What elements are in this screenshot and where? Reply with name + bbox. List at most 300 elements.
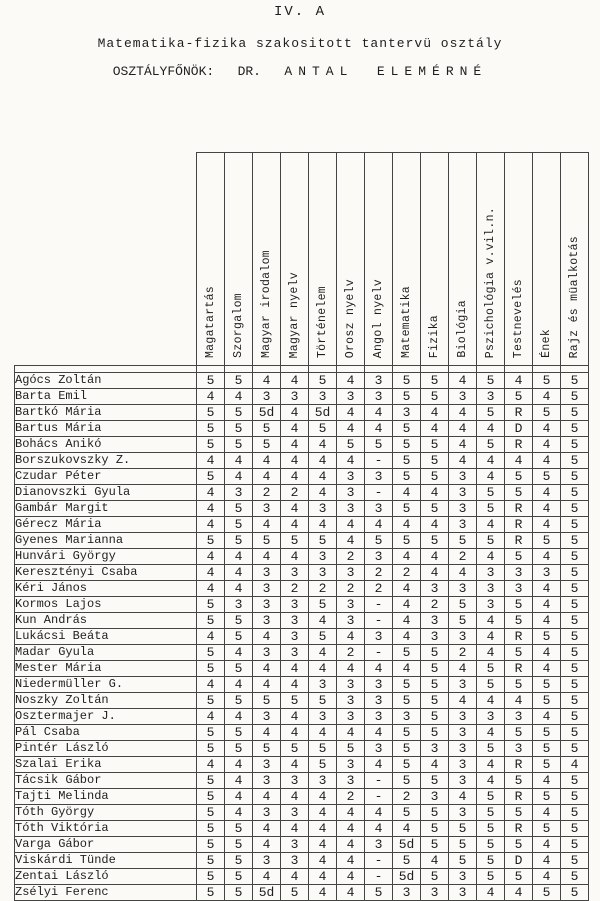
grade-cell: 4 — [309, 437, 337, 453]
table-row — [15, 453, 589, 469]
grade-cell: R — [505, 661, 533, 677]
grade-cell: 3 — [337, 485, 365, 501]
grade-cell: 3 — [225, 597, 253, 613]
table-row — [15, 693, 589, 709]
grade-cell: 4 — [337, 405, 365, 421]
grade-cell: 3 — [505, 581, 533, 597]
grade-cell: 3 — [253, 757, 281, 773]
grade-cell: 2 — [449, 645, 477, 661]
grade-cell: 5 — [561, 693, 589, 709]
grade-cell: 5 — [477, 821, 505, 837]
grade-cell: 5 — [197, 821, 225, 837]
grade-cell: 3 — [421, 885, 449, 901]
table-row — [15, 469, 589, 485]
table-row — [15, 389, 589, 405]
grade-cell: 5 — [421, 469, 449, 485]
subject-label: Biológia — [456, 300, 469, 358]
grade-cell: 3 — [365, 373, 393, 389]
table-row — [15, 821, 589, 837]
grade-cell: 5 — [533, 693, 561, 709]
grade-cell: 5 — [421, 693, 449, 709]
grade-cell: 5 — [561, 629, 589, 645]
grade-cell: 4 — [309, 613, 337, 629]
grade-cell: 4 — [309, 485, 337, 501]
grade-cell: R — [505, 501, 533, 517]
grade-cell: 4 — [337, 885, 365, 901]
grade-cell: 3 — [337, 613, 365, 629]
grade-cell: 4 — [477, 613, 505, 629]
grade-cell: 5 — [561, 389, 589, 405]
grade-cell: 4 — [533, 853, 561, 869]
grade-cell: 5 — [393, 389, 421, 405]
grade-cell: - — [365, 645, 393, 661]
grade-cell: 4 — [477, 549, 505, 565]
grade-cell: 4 — [197, 501, 225, 517]
grade-cell: 5 — [421, 805, 449, 821]
table-row — [15, 885, 589, 901]
table-row — [15, 437, 589, 453]
grade-cell: - — [365, 853, 393, 869]
grade-cell: 5 — [561, 549, 589, 565]
grade-cell: 5 — [505, 869, 533, 885]
grade-cell: 3 — [449, 805, 477, 821]
grade-cell: 4 — [225, 773, 253, 789]
grade-cell: 4 — [281, 869, 309, 885]
grade-cell: 3 — [421, 629, 449, 645]
student-name: Hunvári György — [15, 549, 197, 565]
grade-cell: 5 — [393, 757, 421, 773]
grade-cell: 5 — [561, 613, 589, 629]
grade-cell: 4 — [337, 837, 365, 853]
grade-cell: 5 — [477, 485, 505, 501]
grade-cell: 4 — [337, 373, 365, 389]
student-name: Gyenes Marianna — [15, 533, 197, 549]
grade-cell: 4 — [477, 421, 505, 437]
grade-cell: 4 — [281, 757, 309, 773]
grade-cell: 4 — [477, 773, 505, 789]
grade-cell: 3 — [421, 789, 449, 805]
table-row — [15, 485, 589, 501]
table-row — [15, 757, 589, 773]
student-name: Dianovszki Gyula — [15, 485, 197, 501]
grade-cell: 5 — [197, 805, 225, 821]
grade-cell: 4 — [449, 421, 477, 437]
grade-cell: R — [505, 789, 533, 805]
grade-cell: 4 — [337, 821, 365, 837]
table-row — [15, 581, 589, 597]
grade-cell: 3 — [365, 837, 393, 853]
grade-cell: 4 — [197, 565, 225, 581]
grade-cell: 4 — [505, 693, 533, 709]
grade-cell: 4 — [197, 549, 225, 565]
grade-cell: 2 — [281, 485, 309, 501]
grade-cell: 2 — [365, 565, 393, 581]
grade-cell: 4 — [309, 517, 337, 533]
student-name: Zentai László — [15, 869, 197, 885]
grade-cell: 5 — [393, 533, 421, 549]
subject-label: Magyar irodalom — [260, 249, 273, 358]
grade-cell: 5 — [561, 709, 589, 725]
grade-cell: 5 — [197, 469, 225, 485]
grade-cell: 4 — [365, 405, 393, 421]
grade-cell: 5 — [393, 437, 421, 453]
grade-cell: 4 — [225, 805, 253, 821]
grade-cell: 4 — [505, 373, 533, 389]
grade-cell: 5 — [225, 821, 253, 837]
grade-cell: 5 — [253, 741, 281, 757]
grade-cell: R — [505, 533, 533, 549]
grade-cell: 2 — [281, 581, 309, 597]
grade-cell: 4 — [281, 661, 309, 677]
grade-cell: 3 — [253, 805, 281, 821]
grade-cell: 4 — [533, 485, 561, 501]
grade-cell: 3 — [337, 469, 365, 485]
table-row — [15, 661, 589, 677]
grade-cell: 5 — [225, 437, 253, 453]
grade-cell: 4 — [421, 421, 449, 437]
grade-cell: - — [365, 613, 393, 629]
student-name: Viskárdi Tünde — [15, 853, 197, 869]
grade-cell: 3 — [421, 741, 449, 757]
subject-header-row — [15, 153, 589, 366]
grade-cell: 4 — [449, 789, 477, 805]
grade-cell: 4 — [393, 613, 421, 629]
grade-cell: 4 — [253, 821, 281, 837]
grade-cell: 3 — [337, 565, 365, 581]
spacer-cell — [561, 366, 589, 373]
grade-cell: 5 — [477, 741, 505, 757]
grade-cell: 4 — [253, 869, 281, 885]
grade-cell: 4 — [281, 677, 309, 693]
grade-cell: 3 — [449, 725, 477, 741]
grade-cell: 5 — [197, 853, 225, 869]
grade-cell: 5 — [393, 677, 421, 693]
grade-cell: 4 — [533, 453, 561, 469]
grade-cell: R — [505, 821, 533, 837]
grade-cell: 3 — [337, 501, 365, 517]
grade-cell: 3 — [449, 677, 477, 693]
grade-cell: 3 — [337, 757, 365, 773]
grade-cell: 4 — [253, 453, 281, 469]
grade-cell: - — [365, 789, 393, 805]
grade-cell: 4 — [309, 453, 337, 469]
grade-cell: 4 — [197, 453, 225, 469]
grade-cell: 5 — [533, 629, 561, 645]
grade-cell: 4 — [533, 437, 561, 453]
grade-cell: 5 — [505, 837, 533, 853]
grade-cell: 5 — [309, 629, 337, 645]
grade-cell: 5 — [505, 773, 533, 789]
table-row — [15, 645, 589, 661]
grade-cell: 5 — [477, 677, 505, 693]
grade-cell: 5 — [533, 757, 561, 773]
grade-cell: 5 — [561, 581, 589, 597]
spacer-cell — [197, 366, 225, 373]
grade-cell: 5 — [421, 773, 449, 789]
grade-cell: 3 — [337, 709, 365, 725]
subject-header — [197, 153, 225, 366]
grade-cell: 4 — [337, 453, 365, 469]
student-name: Czudar Péter — [15, 469, 197, 485]
grade-cell: 5 — [561, 421, 589, 437]
grade-cell: 2 — [393, 565, 421, 581]
grade-cell: 4 — [337, 725, 365, 741]
grade-cell: 3 — [365, 741, 393, 757]
student-name: Lukácsi Beáta — [15, 629, 197, 645]
grade-cell: - — [365, 485, 393, 501]
spacer-cell — [393, 366, 421, 373]
grade-cell: 3 — [365, 629, 393, 645]
subject-header — [421, 153, 449, 366]
grade-cell: 4 — [281, 789, 309, 805]
grade-cell: 5 — [197, 837, 225, 853]
grade-cell: 4 — [365, 661, 393, 677]
grade-cell: 3 — [449, 885, 477, 901]
grade-cell: 4 — [225, 581, 253, 597]
spacer-cell — [449, 366, 477, 373]
grade-cell: 4 — [533, 709, 561, 725]
grade-cell: 5 — [225, 629, 253, 645]
subject-label: Fizika — [428, 314, 441, 358]
grade-cell: 4 — [533, 517, 561, 533]
spacer-cell — [365, 366, 393, 373]
grade-cell: 2 — [253, 485, 281, 501]
grade-cell: 5 — [533, 789, 561, 805]
table-row — [15, 613, 589, 629]
grade-cell: 5 — [197, 789, 225, 805]
grade-cell: 5 — [281, 693, 309, 709]
grade-cell: 5 — [225, 837, 253, 853]
grade-cell: 3 — [477, 581, 505, 597]
grade-cell: 5 — [477, 373, 505, 389]
grade-cell: 3 — [281, 645, 309, 661]
grade-cell: 3 — [337, 389, 365, 405]
grade-cell: 4 — [421, 757, 449, 773]
grade-cell: 5d — [253, 885, 281, 901]
grade-cell: 4 — [309, 725, 337, 741]
grade-cell: 5 — [197, 421, 225, 437]
grade-cell: 4 — [309, 821, 337, 837]
grade-cell: 4 — [421, 405, 449, 421]
grade-cell: 5 — [421, 869, 449, 885]
grade-cell: - — [365, 773, 393, 789]
grade-cell: 5 — [505, 677, 533, 693]
table-row — [15, 709, 589, 725]
grade-cell: 2 — [337, 789, 365, 805]
grade-cell: 4 — [281, 501, 309, 517]
grade-cell: 3 — [337, 597, 365, 613]
grade-cell: 4 — [365, 421, 393, 437]
grade-cell: 4 — [197, 517, 225, 533]
spacer-cell — [421, 366, 449, 373]
grade-cell: 4 — [337, 517, 365, 533]
grade-cell: R — [505, 629, 533, 645]
grade-cell: 4 — [309, 885, 337, 901]
grade-cell: 4 — [197, 709, 225, 725]
student-name: Tóth György — [15, 805, 197, 821]
grade-cell: 5 — [337, 741, 365, 757]
grade-cell: 3 — [281, 837, 309, 853]
grade-cell: 3 — [477, 565, 505, 581]
subject-header — [253, 153, 281, 366]
table-row — [15, 837, 589, 853]
grade-cell: 4 — [365, 757, 393, 773]
student-name: Pintér László — [15, 741, 197, 757]
table-row — [15, 501, 589, 517]
grade-cell: 3 — [253, 773, 281, 789]
teacher-title: DR. — [237, 64, 261, 79]
grade-cell: 5 — [533, 405, 561, 421]
student-name: Szalai Erika — [15, 757, 197, 773]
grade-cell: 3 — [393, 405, 421, 421]
table-row — [15, 565, 589, 581]
grade-cell: 5 — [365, 885, 393, 901]
grade-cell: 3 — [505, 741, 533, 757]
grade-cell: 3 — [365, 469, 393, 485]
grade-cell: 4 — [337, 421, 365, 437]
grade-cell: 3 — [253, 597, 281, 613]
class-subtitle: Matematika-fizika szakositott tantervü osztály — [97, 36, 503, 51]
grade-cell: 5 — [561, 517, 589, 533]
grade-cell: 5 — [533, 885, 561, 901]
grade-cell: 5 — [421, 837, 449, 853]
grade-cell: 2 — [393, 789, 421, 805]
grade-cell: 5 — [197, 741, 225, 757]
grade-cell: 5 — [421, 389, 449, 405]
student-name: Bartus Mária — [15, 421, 197, 437]
grade-cell: 3 — [309, 501, 337, 517]
grade-cell: 4 — [477, 693, 505, 709]
grade-cell: 5 — [561, 725, 589, 741]
grade-cell: 4 — [477, 885, 505, 901]
grade-cell: 4 — [309, 805, 337, 821]
grade-cell: 5 — [225, 533, 253, 549]
grade-cell: 5 — [533, 741, 561, 757]
grade-cell: 4 — [281, 373, 309, 389]
grade-cell: 4 — [253, 837, 281, 853]
table-row — [15, 533, 589, 549]
grade-cell: 3 — [309, 549, 337, 565]
grade-cell: 4 — [281, 405, 309, 421]
grade-cell: 5 — [197, 645, 225, 661]
student-name: Madar Gyula — [15, 645, 197, 661]
grade-cell: 4 — [309, 661, 337, 677]
grade-cell: 4 — [281, 549, 309, 565]
grade-cell: 5 — [393, 453, 421, 469]
grade-cell: 3 — [449, 501, 477, 517]
grade-cell: 3 — [253, 645, 281, 661]
grade-cell: 4 — [533, 661, 561, 677]
grade-cell: 5 — [393, 693, 421, 709]
grade-cell: 3 — [253, 709, 281, 725]
grade-cell: 5 — [421, 709, 449, 725]
grade-cell: 3 — [477, 709, 505, 725]
student-name: Kéri János — [15, 581, 197, 597]
grade-cell: 3 — [477, 389, 505, 405]
grade-cell: 3 — [309, 565, 337, 581]
teacher-last-name: ELEMÉRNÉ — [376, 64, 488, 79]
grade-cell: 5 — [393, 741, 421, 757]
grade-cell: 5 — [561, 565, 589, 581]
grade-cell: 4 — [253, 629, 281, 645]
grade-cell: 3 — [225, 485, 253, 501]
grade-cell: 5 — [281, 533, 309, 549]
subject-header — [561, 153, 589, 366]
grade-cell: 5 — [561, 661, 589, 677]
grade-cell: 4 — [281, 821, 309, 837]
subject-label: Ének — [540, 329, 553, 358]
grade-cell: 5 — [533, 373, 561, 389]
grade-cell: 3 — [281, 613, 309, 629]
grade-cell: 4 — [281, 453, 309, 469]
grade-cell: 5 — [449, 533, 477, 549]
grade-cell: 5 — [421, 677, 449, 693]
student-name: Agócs Zoltán — [15, 373, 197, 389]
student-name: Noszky Zoltán — [15, 693, 197, 709]
grade-cell: 3 — [477, 597, 505, 613]
grade-cell: 3 — [449, 709, 477, 725]
grade-cell: 5 — [393, 773, 421, 789]
grade-cell: 5 — [225, 661, 253, 677]
grade-cell: 5 — [561, 597, 589, 613]
grade-cell: 5 — [225, 517, 253, 533]
grade-cell: 5 — [393, 725, 421, 741]
grade-cell: 4 — [281, 469, 309, 485]
grade-cell: 4 — [533, 597, 561, 613]
grade-cell: 3 — [505, 565, 533, 581]
grade-cell: 3 — [533, 565, 561, 581]
grade-cell: 4 — [197, 485, 225, 501]
grade-cell: 5 — [561, 373, 589, 389]
grade-cell: 4 — [393, 821, 421, 837]
spacer-cell — [225, 366, 253, 373]
grade-cell: 3 — [337, 693, 365, 709]
student-name: Varga Gábor — [15, 837, 197, 853]
grade-cell: 4 — [533, 549, 561, 565]
grade-cell: 5 — [197, 533, 225, 549]
grade-cell: 5 — [477, 789, 505, 805]
grade-cell: 4 — [309, 837, 337, 853]
grade-cell: 4 — [309, 789, 337, 805]
grade-cell: 5 — [225, 885, 253, 901]
grade-cell: - — [365, 597, 393, 613]
grade-cell: 4 — [505, 453, 533, 469]
grade-cell: 5 — [561, 853, 589, 869]
grade-cell: 4 — [477, 757, 505, 773]
grade-cell: 4 — [225, 389, 253, 405]
grade-cell: 5 — [533, 533, 561, 549]
grade-cell: 5 — [449, 853, 477, 869]
student-name: Tóth Viktória — [15, 821, 197, 837]
grade-cell: 4 — [393, 629, 421, 645]
grade-cell: 5 — [197, 885, 225, 901]
grade-cell: 4 — [533, 869, 561, 885]
grade-cell: 4 — [197, 677, 225, 693]
grade-cell: 4 — [449, 565, 477, 581]
subject-label: Angol nyelv — [372, 278, 385, 358]
grade-cell: 3 — [253, 581, 281, 597]
student-rows — [15, 366, 589, 901]
grade-cell: 5 — [197, 773, 225, 789]
grade-cell: 3 — [309, 677, 337, 693]
table-row — [15, 725, 589, 741]
grade-cell: 4 — [337, 869, 365, 885]
grade-cell: 4 — [421, 485, 449, 501]
grade-cell: 5 — [309, 421, 337, 437]
grade-cell: 5 — [309, 597, 337, 613]
grade-cell: R — [505, 405, 533, 421]
grade-cell: 5 — [449, 821, 477, 837]
